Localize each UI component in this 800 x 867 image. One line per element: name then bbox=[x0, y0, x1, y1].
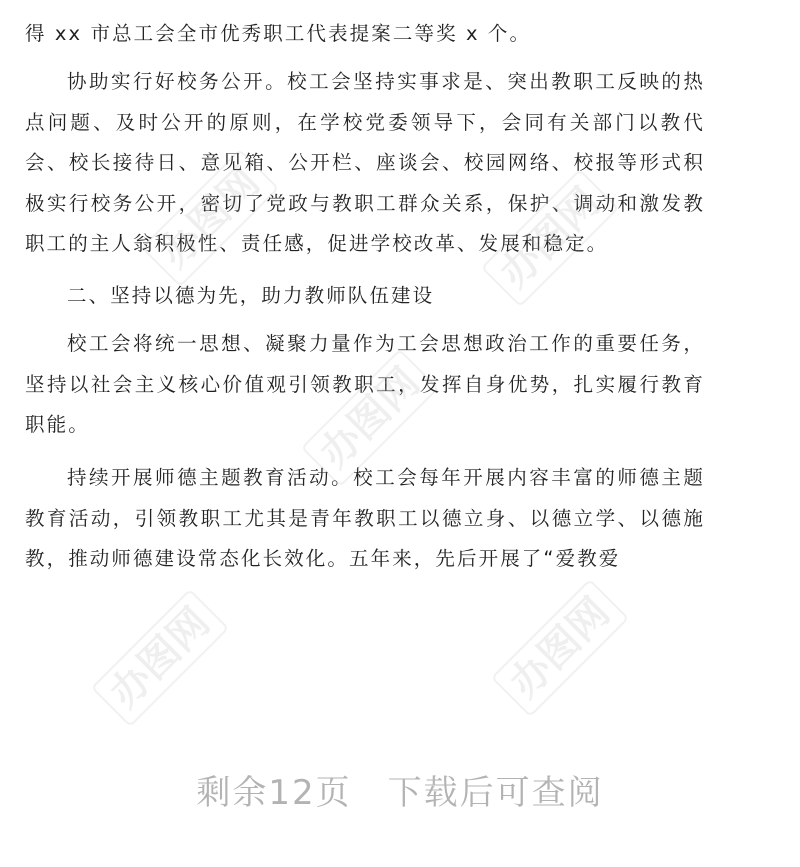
watermark-logo: 办图网 bbox=[481, 169, 620, 308]
text-line-continuation bbox=[25, 14, 705, 55]
watermark-logo: 办图网 bbox=[301, 349, 440, 488]
paragraph-ideology bbox=[25, 324, 705, 446]
watermark-logo: 办图网 bbox=[141, 149, 280, 288]
cropped-previous-line bbox=[24, 0, 764, 8]
paragraph-text: 持续开展师德主题教育活动。校工会每年开展内容丰富的师德主题教育活动，引领教职工尤其是青年教职工以德立身、以德立学、以德施教，推动师德建设常态化长效化。五年来，先后开展了“爱教爱 bbox=[25, 466, 705, 570]
paragraph-text: 校工会将统一思想、凝聚力量作为工会思想政治工作的重要任务，坚持以社会主义核心价值观引领教职工，发挥自身优势，扎实履行教育职能。 bbox=[25, 332, 705, 436]
paragraph-ethics-education bbox=[25, 458, 705, 580]
watermark-logo: 办图网 bbox=[491, 579, 630, 718]
watermark-logo: 办图网 bbox=[91, 589, 230, 728]
section-heading-2 bbox=[25, 276, 705, 317]
remaining-pages-text: 剩余12页 bbox=[196, 773, 352, 813]
paragraph-text: 协助实行好校务公开。校工会坚持实事求是、突出教职工反映的热点问题、及时公开的原则，在学校党委领导下，会同有关部门以教代会、校长接待日、意见箱、公开栏、座谈会、校园网络、校报等形式积极实行校务公开，密切了党政与教职工群众关系，保护、调动和激发教职工的主人翁积极性、责任感，促进学校改革、发展和稳定。 bbox=[25, 70, 705, 255]
paragraph-campus-affairs bbox=[25, 62, 705, 265]
download-to-view-text: 下载后可查阅 bbox=[387, 773, 604, 813]
download-prompt[interactable] bbox=[0, 765, 800, 814]
section-heading-text: 二、坚持以德为先，助力教师队伍建设 bbox=[67, 284, 435, 307]
continuation-text: 得 xx 市总工会全市优秀职工代表提案二等奖 x 个。 bbox=[25, 22, 532, 45]
